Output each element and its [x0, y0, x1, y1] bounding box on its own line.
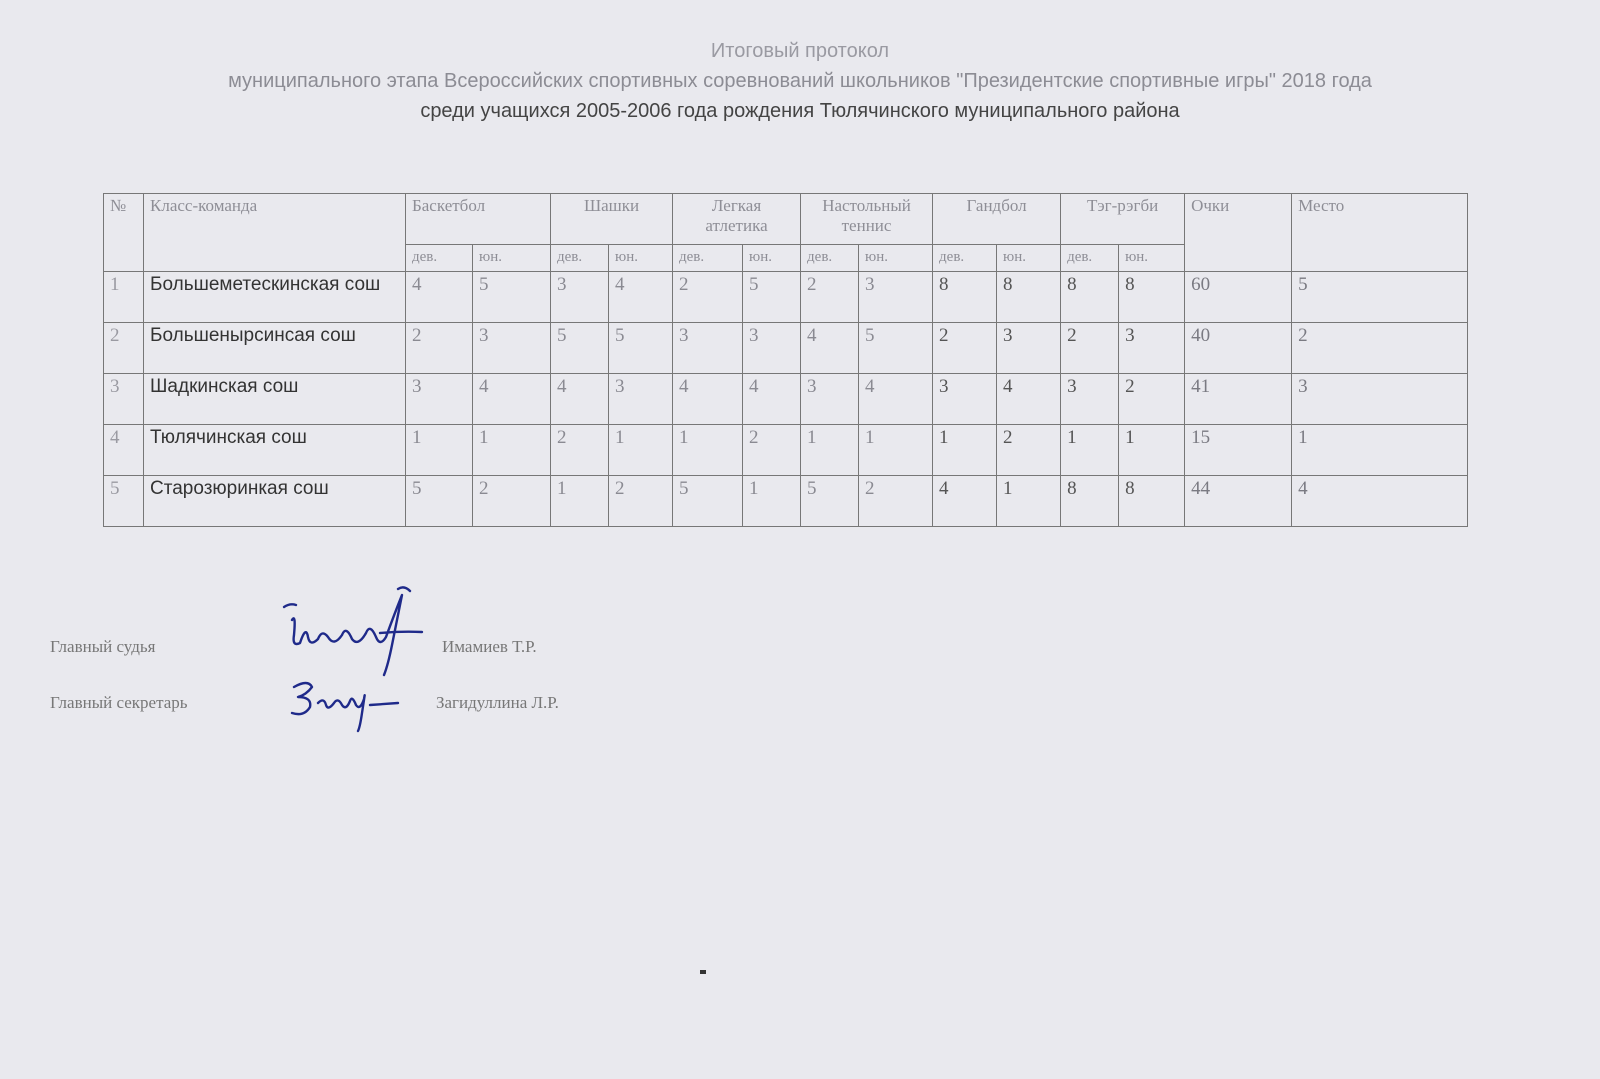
row-team-name: Старозюринкая сош: [144, 476, 406, 527]
row-score-cell: 3: [997, 323, 1061, 374]
scan-speck: [700, 970, 706, 974]
row-score-cell: 2: [997, 425, 1061, 476]
header-sport-athletics: Легкая атлетика: [673, 194, 801, 245]
row-number: 3: [104, 374, 144, 425]
row-score-cell: 8: [1061, 272, 1119, 323]
row-score-cell: 3: [743, 323, 801, 374]
row-score-cell: 2: [551, 425, 609, 476]
header-num: №: [104, 194, 144, 272]
row-score-cell: 2: [933, 323, 997, 374]
subheader-boys: юн.: [743, 245, 801, 272]
document-title: Итоговый протокол: [710, 40, 890, 62]
row-score-cell: 5: [673, 476, 743, 527]
row-score-cell: 1: [609, 425, 673, 476]
signature-role-chief-judge: Главный судья: [50, 637, 156, 656]
row-score-cell: 2: [673, 272, 743, 323]
row-points: 60: [1185, 272, 1292, 323]
row-score-cell: 3: [801, 374, 859, 425]
row-score-cell: 5: [406, 476, 473, 527]
row-number: 1: [104, 272, 144, 323]
row-team-name: Большенырсинсая сош: [144, 323, 406, 374]
header-team: Класс-команда: [144, 194, 406, 272]
row-score-cell: 1: [997, 476, 1061, 527]
table-row: [104, 476, 1468, 527]
row-place: 5: [1292, 272, 1468, 323]
document-subtitle-line2: среди учащихся 2005-2006 года рождения Тюлячинского муниципального района: [420, 100, 1180, 122]
header-sport-checkers: Шашки: [551, 194, 673, 245]
row-score-cell: 5: [473, 272, 551, 323]
row-score-cell: 3: [406, 374, 473, 425]
row-score-cell: 2: [743, 425, 801, 476]
row-score-cell: 3: [1119, 323, 1185, 374]
row-score-cell: 2: [1119, 374, 1185, 425]
row-score-cell: 5: [801, 476, 859, 527]
header-place: Место: [1292, 194, 1468, 272]
row-score-cell: 8: [1119, 476, 1185, 527]
row-points: 44: [1185, 476, 1292, 527]
row-team-name: Большеметескинская сош: [144, 272, 406, 323]
document-subtitle-line1: муниципального этапа Всероссийских спортивных соревнований школьников "Президентские спортивные игры" 2018 года: [228, 70, 1372, 92]
row-score-cell: 1: [673, 425, 743, 476]
row-score-cell: 2: [1061, 323, 1119, 374]
header-sport-basketball: Баскетбол: [406, 194, 551, 245]
row-score-cell: 2: [473, 476, 551, 527]
row-score-cell: 1: [1061, 425, 1119, 476]
signature-role-chief-secretary: Главный секретарь: [50, 693, 188, 712]
signature-name-chief-judge: Имамиев Т.Р.: [442, 637, 537, 656]
subheader-girls: дев.: [551, 245, 609, 272]
row-score-cell: 2: [801, 272, 859, 323]
header-points: Очки: [1185, 194, 1292, 272]
signature-mark-chief-judge: [272, 585, 462, 685]
row-score-cell: 4: [997, 374, 1061, 425]
header-sport-handball: Гандбол: [933, 194, 1061, 245]
subheader-girls: дев.: [1061, 245, 1119, 272]
row-score-cell: 4: [406, 272, 473, 323]
table-row: [104, 272, 1468, 323]
row-score-cell: 3: [859, 272, 933, 323]
row-score-cell: 4: [801, 323, 859, 374]
subheader-girls: дев.: [406, 245, 473, 272]
header-sport-table-tennis: Настольный теннис: [801, 194, 933, 245]
row-score-cell: 2: [609, 476, 673, 527]
subheader-boys: юн.: [997, 245, 1061, 272]
row-number: 4: [104, 425, 144, 476]
row-score-cell: 2: [406, 323, 473, 374]
row-score-cell: 5: [551, 323, 609, 374]
subheader-boys: юн.: [859, 245, 933, 272]
row-score-cell: 8: [1119, 272, 1185, 323]
subheader-girls: дев.: [673, 245, 743, 272]
signatures-block: [50, 625, 750, 737]
row-team-name: Шадкинская сош: [144, 374, 406, 425]
row-score-cell: 1: [743, 476, 801, 527]
signature-name-chief-secretary: Загидуллина Л.Р.: [436, 693, 559, 712]
row-points: 41: [1185, 374, 1292, 425]
row-score-cell: 3: [933, 374, 997, 425]
subheader-boys: юн.: [1119, 245, 1185, 272]
row-score-cell: 3: [1061, 374, 1119, 425]
row-place: 2: [1292, 323, 1468, 374]
table-row: [104, 323, 1468, 374]
row-score-cell: 5: [609, 323, 673, 374]
subheader-boys: юн.: [473, 245, 551, 272]
table-row: [104, 374, 1468, 425]
row-score-cell: 4: [933, 476, 997, 527]
row-score-cell: 5: [859, 323, 933, 374]
row-score-cell: 4: [859, 374, 933, 425]
subheader-girls: дев.: [801, 245, 859, 272]
row-score-cell: 1: [551, 476, 609, 527]
table-header-row: [104, 194, 1468, 245]
header-sport-tag-rugby: Тэг-рэгби: [1061, 194, 1185, 245]
row-score-cell: 1: [933, 425, 997, 476]
document-header: [0, 36, 1600, 126]
row-team-name: Тюлячинская сош: [144, 425, 406, 476]
row-score-cell: 1: [406, 425, 473, 476]
subheader-girls: дев.: [933, 245, 997, 272]
row-place: 3: [1292, 374, 1468, 425]
row-score-cell: 8: [1061, 476, 1119, 527]
row-score-cell: 8: [933, 272, 997, 323]
row-score-cell: 4: [673, 374, 743, 425]
row-score-cell: 1: [859, 425, 933, 476]
row-number: 5: [104, 476, 144, 527]
row-points: 15: [1185, 425, 1292, 476]
results-table: [103, 193, 1468, 527]
signature-mark-secretary: [286, 673, 416, 733]
row-score-cell: 4: [551, 374, 609, 425]
signature-row-chief-secretary: [50, 681, 750, 737]
row-score-cell: 1: [473, 425, 551, 476]
row-number: 2: [104, 323, 144, 374]
row-score-cell: 4: [473, 374, 551, 425]
row-score-cell: 3: [473, 323, 551, 374]
row-score-cell: 8: [997, 272, 1061, 323]
row-score-cell: 1: [1119, 425, 1185, 476]
row-score-cell: 3: [609, 374, 673, 425]
subheader-boys: юн.: [609, 245, 673, 272]
row-place: 1: [1292, 425, 1468, 476]
row-score-cell: 3: [551, 272, 609, 323]
row-score-cell: 5: [743, 272, 801, 323]
row-points: 40: [1185, 323, 1292, 374]
row-score-cell: 4: [609, 272, 673, 323]
row-score-cell: 1: [801, 425, 859, 476]
row-score-cell: 3: [673, 323, 743, 374]
row-score-cell: 4: [743, 374, 801, 425]
table-row: [104, 425, 1468, 476]
row-place: 4: [1292, 476, 1468, 527]
row-score-cell: 2: [859, 476, 933, 527]
